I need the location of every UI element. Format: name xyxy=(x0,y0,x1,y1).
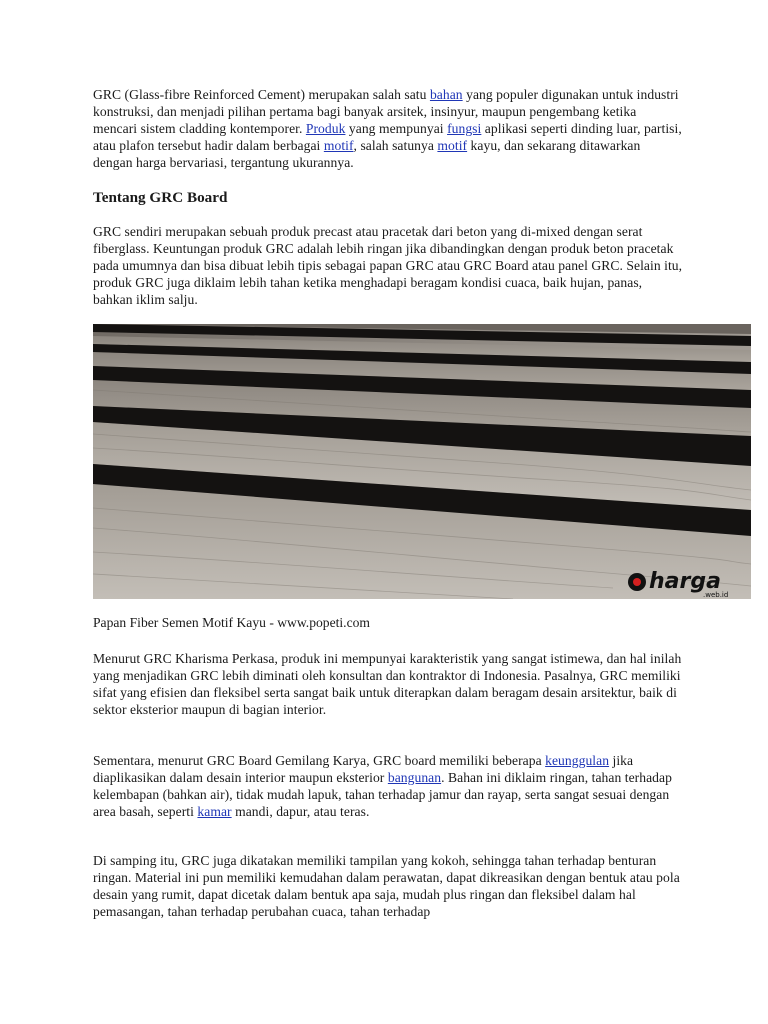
intro-text-5: , salah satunya xyxy=(353,138,438,153)
link-produk[interactable]: Produk xyxy=(305,121,346,136)
about-paragraph: GRC sendiri merupakan sebuah produk precast atau pracetak dari beton yang di-mixed dengan serat fiberglass. Keuntungan produk GRC adalah lebih ringan jika dibandingkan dengan produk beton pracetak pada umumnya dan bisa dibuat lebih tipis sebagai papan GRC atau GRC Board atau panel GRC. Selain itu, produk GRC juga diklaim lebih tahan ketika menghadapi beragam kondisi cuaca, baik hujan, panas, bahkan iklim salju. xyxy=(93,224,683,307)
intro-text-4: aplikasi seperti dinding luar, partisi, atau plafon tersebut hadir dalam berbagai xyxy=(93,121,682,153)
grc-board-photo xyxy=(93,324,751,599)
intro-text-6: kayu, dan sekarang ditawarkan dengan harga bervariasi, tergantung ukurannya. xyxy=(93,138,641,170)
watermark-sub: .web.id xyxy=(703,591,729,599)
link-keunggulan[interactable]: keunggulan xyxy=(545,753,610,768)
tampilan-block xyxy=(93,852,683,920)
section-heading: Tentang GRC Board xyxy=(93,189,228,206)
watermark-main: harga xyxy=(649,569,721,594)
intro-text-1: GRC (Glass-fibre Reinforced Cement) merupakan salah satu xyxy=(93,87,430,102)
intro-paragraph xyxy=(93,86,683,171)
link-motif-2[interactable]: motif xyxy=(437,138,468,153)
link-bahan[interactable]: bahan xyxy=(429,87,463,102)
intro-block xyxy=(93,86,683,171)
gemilang-text-1: Sementara, menurut GRC Board Gemilang Karya, GRC board memiliki beberapa xyxy=(93,753,546,768)
gemilang-text-4: mandi, dapur, atau teras. xyxy=(231,804,370,819)
link-kamar[interactable]: kamar xyxy=(197,804,232,819)
gemilang-text-2: jika diaplikasikan dalam desain interior maupun eksterior xyxy=(93,753,634,785)
image-caption: Papan Fiber Semen Motif Kayu - www.popeti.com xyxy=(93,615,370,630)
intro-text-3: yang mempunyai xyxy=(345,121,448,136)
link-fungsi[interactable]: fungsi xyxy=(447,121,482,136)
intro-text-2: yang populer digunakan untuk industri konstruksi, dan menjadi pilihan pertama bagi banyak arsitek, insinyur, maupun pengembang ketika mencari sistem cladding kontemporer. xyxy=(93,87,679,136)
kharisma-paragraph: Menurut GRC Kharisma Perkasa, produk ini mempunyai karakteristik yang sangat istimewa, dan hal inilah yang menjadikan GRC lebih diminati oleh konsultan dan kontraktor di Indonesia. Pasalnya, GRC memiliki sifat yang efisien dan fleksibel serta sangat baik untuk diterapkan dalam beragam desain arsitektur, baik di sektor eksterior maupun di bagian interior. xyxy=(93,651,682,717)
about-block xyxy=(93,223,683,308)
gemilang-paragraph xyxy=(93,752,683,820)
link-motif-1[interactable]: motif xyxy=(323,138,354,153)
gemilang-text-3: . Bahan ini diklaim ringan, tahan terhadap kelembapan (bahkan air), tidak mudah lapuk, tahan terhadap jamur dan rayap, serta sangat sesuai dengan area basah, seperti xyxy=(93,770,672,819)
kharisma-block xyxy=(93,650,683,718)
wood-panel-image xyxy=(93,324,751,599)
tampilan-paragraph: Di samping itu, GRC juga dikatakan memiliki tampilan yang kokoh, sehingga tahan terhadap benturan ringan. Material ini pun memiliki kemudahan dalam perawatan, dapat dikreasikan dengan bentuk atau pola desain yang rumit, dapat dicetak dalam bentuk apa saja, mudah plus ringan dan fleksibel dalam hal pemasangan, tahan terhadap perubahan cuaca, tahan terhadap xyxy=(93,853,680,919)
gemilang-block xyxy=(93,752,683,820)
link-bangunan[interactable]: bangunan xyxy=(387,770,442,785)
